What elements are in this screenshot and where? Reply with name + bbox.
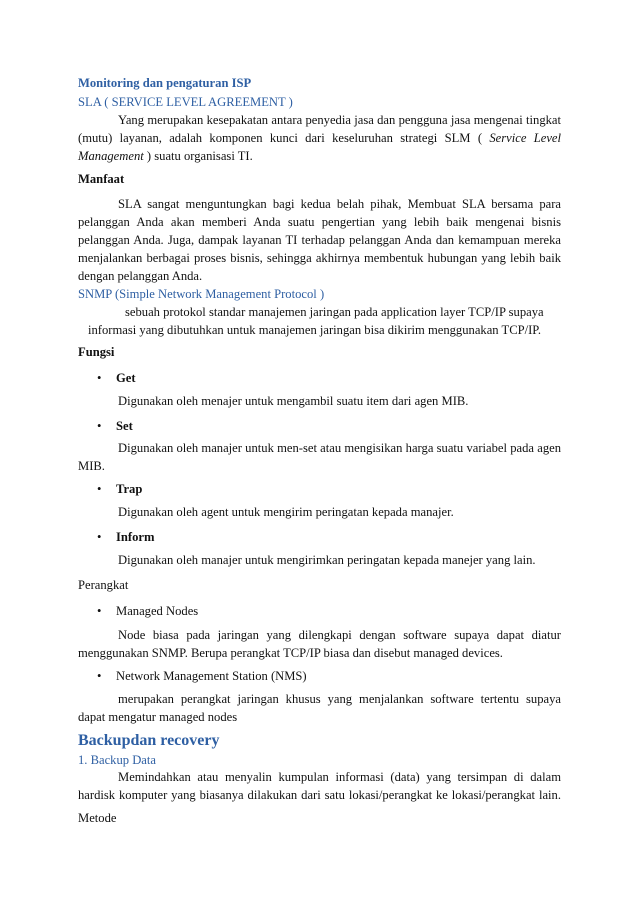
- sla-line-3: Management ) suatu organisasi TI.: [78, 149, 253, 163]
- heading-backup-data: 1. Backup Data: [78, 753, 156, 767]
- heading-fungsi: Fungsi: [78, 345, 115, 359]
- item-desc: Digunakan oleh menajer untuk mengambil suatu item dari agen MIB.: [118, 394, 469, 408]
- item-desc: Digunakan oleh manajer untuk men-set atau mengisikan harga suatu variabel pada agen: [118, 441, 561, 455]
- item-desc-cont: menggunakan SNMP. Berupa perangkat TCP/IP biasa dan disebut managed devices.: [78, 646, 503, 660]
- item-desc: Digunakan oleh agent untuk mengirim peringatan kepada manajer.: [118, 505, 454, 519]
- bullet-icon: •: [97, 604, 102, 618]
- heading-manfaat: Manfaat: [78, 172, 125, 186]
- item-title: Inform: [116, 530, 155, 544]
- item-desc: Node biasa pada jaringan yang dilengkapi dengan software supaya dapat diatur: [118, 628, 561, 642]
- item-title: Get: [116, 371, 136, 385]
- heading-monitoring: Monitoring dan pengaturan ISP: [78, 76, 252, 90]
- snmp-line-1: sebuah protokol standar manajemen jaringan pada application layer TCP/IP supaya: [125, 305, 544, 319]
- bullet-icon: •: [97, 530, 102, 544]
- backup-line-1: Memindahkan atau menyalin kumpulan informasi (data) yang tersimpan di dalam: [118, 770, 561, 784]
- bullet-icon: •: [97, 371, 102, 385]
- item-desc: merupakan perangkat jaringan khusus yang menjalankan software tertentu supaya: [118, 692, 561, 706]
- bullet-icon: •: [97, 669, 102, 683]
- manfaat-line-2: pelanggan Anda akan memberi Anda suatu pengertian yang lebih baik mengenai bisnis: [78, 215, 561, 229]
- item-desc-cont: dapat mengatur managed nodes: [78, 710, 238, 724]
- sla-line-1: Yang merupakan kesepakatan antara penyedia jasa dan pengguna jasa mengenai tingkat: [118, 113, 561, 127]
- heading-metode: Metode: [78, 811, 117, 825]
- heading-perangkat: Perangkat: [78, 578, 129, 592]
- snmp-line-2: informasi yang dibutuhkan untuk manajemen jaringan bisa dikirim menggunakan TCP/IP.: [88, 323, 542, 337]
- manfaat-line-5: dengan pelanggan Anda.: [78, 269, 203, 283]
- item-title: Managed Nodes: [116, 604, 199, 618]
- heading-sla: SLA ( SERVICE LEVEL AGREEMENT ): [78, 95, 293, 109]
- item-desc: Digunakan oleh manajer untuk mengirimkan peringatan kepada manejer yang lain.: [118, 553, 536, 567]
- manfaat-line-3: pelanggan Anda. Juga, dampak layanan TI terhadap pelanggan Anda dan kemampuan mereka: [78, 233, 561, 247]
- bullet-icon: •: [97, 482, 102, 496]
- item-title: Network Management Station (NMS): [116, 669, 307, 683]
- backup-line-2: hardisk komputer yang biasanya dilakukan dari satu lokasi/perangkat ke lokasi/perangkat lain.: [78, 788, 561, 802]
- manfaat-line-4: menjalankan berbagai proses bisnis, sehingga akhirnya membentuk hubungan yang lebih baik: [78, 251, 561, 265]
- heading-snmp: SNMP (Simple Network Management Protocol ): [78, 287, 325, 301]
- heading-backup: Backupdan recovery: [78, 732, 220, 749]
- item-desc-cont: MIB.: [78, 459, 105, 473]
- sla-line-2: (mutu) layanan, adalah komponen kunci dari keseluruhan strategi SLM ( Service Level: [78, 131, 562, 145]
- item-title: Set: [116, 419, 133, 433]
- bullet-icon: •: [97, 419, 102, 433]
- item-title: Trap: [116, 482, 143, 496]
- manfaat-line-1: SLA sangat menguntungkan bagi kedua belah pihak, Membuat SLA bersama para: [118, 197, 561, 211]
